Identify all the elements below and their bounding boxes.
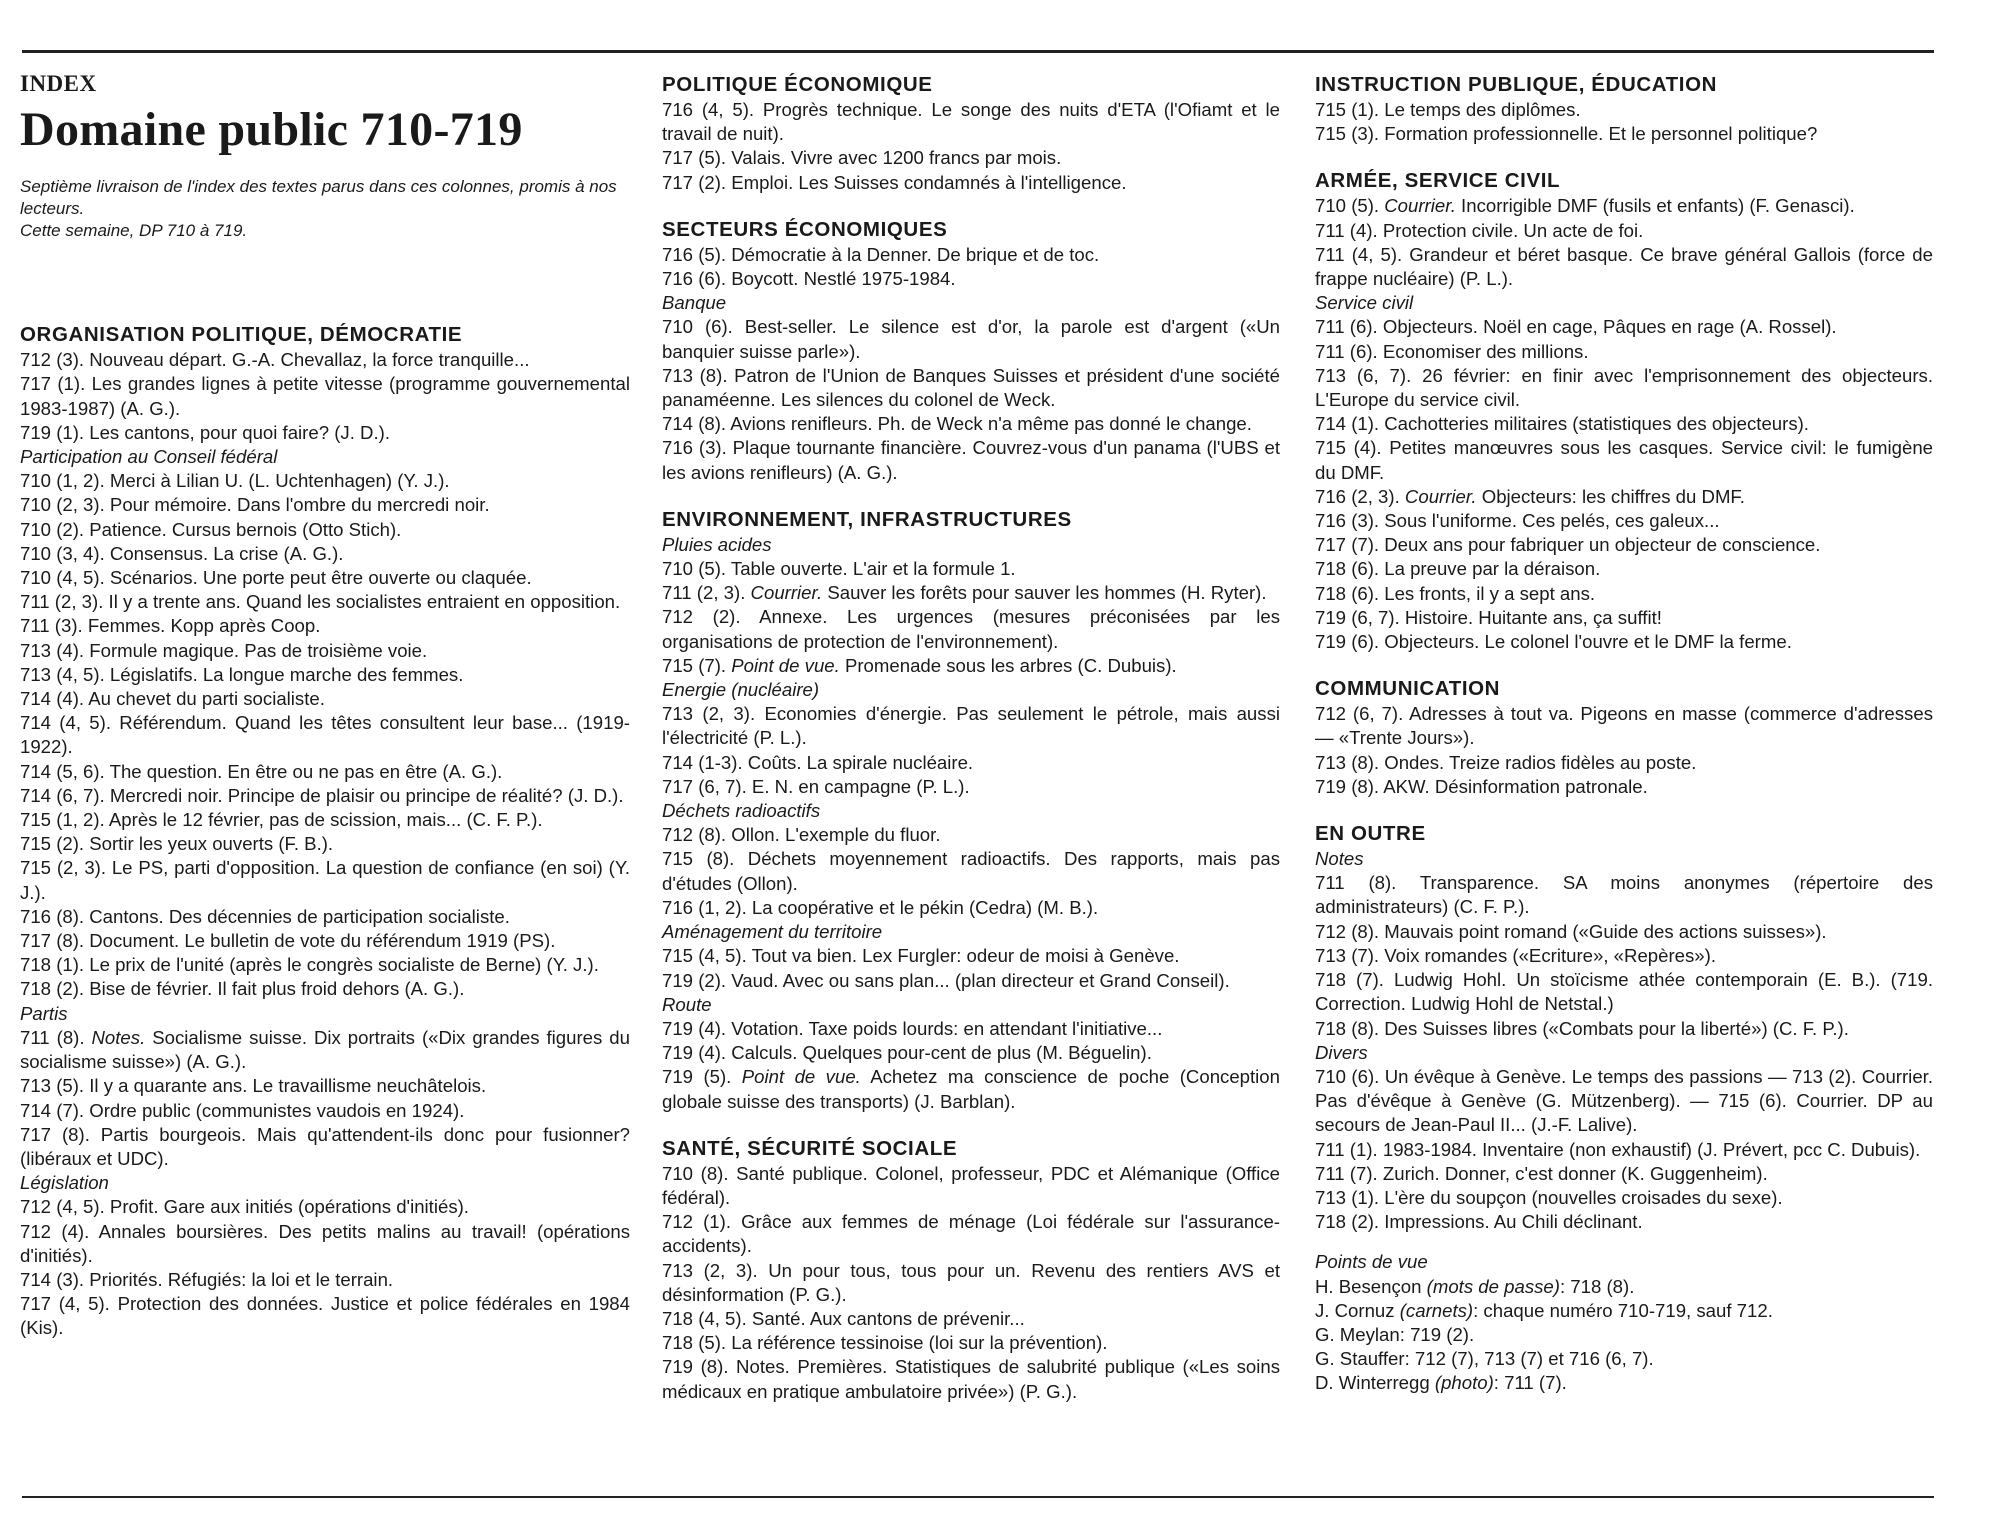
index-entry: 713 (4). Formule magique. Pas de troisième voie. <box>20 639 428 661</box>
index-entry: 717 (8). Partis bourgeois. Mais qu'attendent-ils donc pour fusionner? (libéraux et UDC). <box>20 1123 630 1169</box>
index-entry: 713 (5). Il y a quarante ans. Le travaillisme neuchâtelois. <box>20 1075 487 1097</box>
index-entry: 711 (8). Transparence. SA moins anonymes (répertoire des administrateurs) (C. F. P.). <box>1315 872 1933 918</box>
index-entry <box>662 654 1280 678</box>
index-entry: 710 (2). Patience. Cursus bernois (Otto Stich). <box>20 518 402 540</box>
index-entry <box>1315 485 1933 509</box>
index-entry: 716 (6). Boycott. Nestlé 1975-1984. <box>662 268 956 290</box>
column-1-sections <box>20 322 630 1340</box>
index-entry: 710 (6). Un évêque à Genève. Le temps des passions — 713 (2). Courrier. Pas d'évêque à Genève (G. Mützenberg). — 715 (6). Courrier. DP au secours de Jean-Paul II... (J.-F. Lalive). <box>1315 1065 1933 1136</box>
entry-italic: Courrier. <box>1404 485 1477 507</box>
index-entry: 712 (4). Annales boursières. Des petits malins au travail! (opérations d'initiés). <box>20 1220 630 1266</box>
index-entry: 710 (8). Santé publique. Colonel, professeur, PDC et Alémanique (Office fédéral). <box>662 1162 1280 1208</box>
section-heading: POLITIQUE ÉCONOMIQUE <box>662 73 933 96</box>
index-entry: 715 (4). Petites manœuvres sous les casques. Service civil: le fumigène du DMF. <box>1315 437 1933 483</box>
index-entry: 710 (5). Table ouverte. L'air et la formule 1. <box>662 558 1016 580</box>
entry-prefix: 711 (2, 3). <box>662 582 751 604</box>
subsection-heading: Déchets radioactifs <box>662 800 821 822</box>
index-entry: 713 (7). Voix romandes («Ecriture», «Repères»). <box>1315 944 1716 966</box>
section-heading: COMMUNICATION <box>1315 677 1501 701</box>
index-entry: 712 (8). Ollon. L'exemple du fluor. <box>662 824 941 846</box>
entry-italic: Courrier. <box>1384 195 1456 217</box>
entry-prefix: 715 (7). <box>662 654 732 676</box>
intro-line: Septième livraison de l'index des textes parus dans ces colonnes, promis à nos lecteurs. <box>20 177 617 219</box>
index-entry: 714 (1-3). Coûts. La spirale nucléaire. <box>662 751 974 773</box>
entry-italic: Point de vue. <box>741 1066 861 1088</box>
index-entry: 711 (4, 5). Grandeur et béret basque. Ce brave général Gallois (force de frappe nucléaire) (P. L.). <box>1315 243 1933 290</box>
entry-suffix: Achetez ma conscience de poche (Conception globale suisse des transports) (J. Barblan). <box>662 1066 1280 1112</box>
entry-italic: (carnets) <box>1399 1299 1474 1321</box>
index-entry: 716 (1, 2). La coopérative et le pékin (Cedra) (M. B.). <box>662 896 1099 918</box>
index-entry: 713 (2, 3). Economies d'énergie. Pas seulement le pétrole, mais aussi l'électricité (P. L.). <box>662 703 1280 749</box>
entry-suffix: : 711 (7). <box>1493 1372 1567 1394</box>
entry-suffix: Sauver les forêts pour sauver les hommes (H. Ryter). <box>822 582 1267 604</box>
index-entry: 712 (6, 7). Adresses à tout va. Pigeons en masse (commerce d'adresses — «Trente Jours»). <box>1315 703 1933 749</box>
section-heading: INSTRUCTION PUBLIQUE, ÉDUCATION <box>1315 73 1718 96</box>
index-section <box>662 72 1280 195</box>
index-entry: 716 (8). Cantons. Des décennies de participation socialiste. <box>20 905 510 927</box>
index-entry: 710 (1, 2). Merci à Lilian U. (L. Uchtenhagen) (Y. J.). <box>20 470 450 492</box>
index-entry: 711 (6). Objecteurs. Noël en cage, Pâques en rage (A. Rossel). <box>1315 316 1837 338</box>
entry-prefix: 711 (8). <box>20 1026 92 1048</box>
index-entry: 711 (7). Zurich. Donner, c'est donner (K. Guggenheim). <box>1315 1162 1768 1184</box>
index-section <box>20 322 630 1340</box>
bottom-rule <box>22 1496 1934 1498</box>
index-entry: 713 (8). Patron de l'Union de Banques Suisses et président d'une société panaméenne. Les silences du colonel de Weck. <box>662 364 1280 411</box>
index-entry: 719 (6). Objecteurs. Le colonel l'ouvre et le DMF la ferme. <box>1315 631 1792 653</box>
index-entry: 715 (1). Le temps des diplômes. <box>1315 99 1581 120</box>
index-entry: 715 (3). Formation professionnelle. Et le personnel politique? <box>1315 123 1818 145</box>
index-entry: 711 (1). 1983-1984. Inventaire (non exhaustif) (J. Prévert, pcc C. Dubuis). <box>1315 1138 1921 1160</box>
index-entry: 711 (6). Economiser des millions. <box>1315 340 1589 362</box>
index-entry: 719 (1). Les cantons, pour quoi faire? (J. D.). <box>20 421 390 443</box>
index-entry: G. Meylan: 719 (2). <box>1315 1323 1475 1345</box>
index-entry: 713 (1). L'ère du soupçon (nouvelles croisades du sexe). <box>1315 1186 1783 1208</box>
entry-italic: Point de vue. <box>731 654 840 676</box>
points-de-vue-heading: Points de vue <box>1315 1251 1428 1273</box>
subsection-heading: Service civil <box>1315 292 1414 314</box>
index-entry: 718 (5). La référence tessinoise (loi sur la prévention). <box>662 1332 1108 1354</box>
subsection-heading: Législation <box>20 1172 109 1194</box>
index-entry: 717 (1). Les grandes lignes à petite vitesse (programme gouvernemental 1983-1987) (A. G.). <box>20 373 630 419</box>
index-entry: 717 (2). Emploi. Les Suisses condamnés à l'intelligence. <box>662 171 1127 193</box>
index-section <box>1315 821 1933 1395</box>
index-entry: 714 (5, 6). The question. En être ou ne pas en être (A. G.). <box>20 760 503 782</box>
section-heading: ARMÉE, SERVICE CIVIL <box>1315 169 1561 193</box>
index-section <box>662 507 1280 1114</box>
section-heading: EN OUTRE <box>1315 822 1426 846</box>
index-entry <box>662 581 1280 605</box>
index-entry: 715 (1, 2). Après le 12 février, pas de scission, mais... (C. F. P.). <box>20 809 543 831</box>
index-entry: 712 (2). Annexe. Les urgences (mesures préconisées par les organisations de protection de l'environnement). <box>662 606 1280 652</box>
index-entry: 718 (1). Le prix de l'unité (après le congrès socialiste de Berne) (Y. J.). <box>20 954 599 976</box>
index-section <box>1315 168 1933 654</box>
index-entry: 712 (8). Mauvais point romand («Guide des actions suisses»). <box>1315 920 1827 942</box>
index-entry <box>662 1065 1280 1113</box>
index-entry: 717 (6, 7). E. N. en campagne (P. L.). <box>662 775 970 797</box>
index-entry: 713 (6, 7). 26 février: en finir avec l'emprisonnement des objecteurs. L'Europe du service civil. <box>1315 364 1933 411</box>
index-entry: 719 (2). Vaud. Avec ou sans plan... (plan directeur et Grand Conseil). <box>662 969 1230 991</box>
page-title: Domaine public 710-719 <box>20 103 523 157</box>
entry-prefix: 719 (5). <box>662 1066 742 1088</box>
index-entry: 711 (3). Femmes. Kopp après Coop. <box>20 615 321 637</box>
index-entry: 719 (4). Calculs. Quelques pour-cent de plus (M. Béguelin). <box>662 1042 1152 1064</box>
subsection-heading: Route <box>662 993 712 1015</box>
index-entry: 712 (1). Grâce aux femmes de ménage (Loi fédérale sur l'assurance-accidents). <box>662 1211 1280 1257</box>
entry-suffix: Objecteurs: les chiffres du DMF. <box>1476 485 1745 507</box>
index-section <box>662 1136 1280 1404</box>
entry-italic: Notes. <box>91 1026 146 1048</box>
index-entry: 712 (4, 5). Profit. Gare aux initiés (opérations d'initiés). <box>20 1196 469 1218</box>
subsection-heading: Participation au Conseil fédéral <box>20 446 278 468</box>
section-heading: ENVIRONNEMENT, INFRASTRUCTURES <box>662 507 1072 531</box>
subsection-heading: Energie (nucléaire) <box>662 679 820 701</box>
column-3-sections <box>1315 72 1933 1396</box>
index-entry: 719 (8). AKW. Désinformation patronale. <box>1315 775 1648 797</box>
intro <box>20 176 630 242</box>
index-entry <box>1315 194 1933 218</box>
intro-line: Cette semaine, DP 710 à 719. <box>20 221 248 241</box>
index-entry: 714 (6, 7). Mercredi noir. Principe de plaisir ou principe de réalité? (J. D.). <box>20 784 624 806</box>
index-entry: 717 (7). Deux ans pour fabriquer un objecteur de conscience. <box>1315 534 1821 556</box>
index-entry <box>1315 1275 1933 1299</box>
index-entry: 717 (5). Valais. Vivre avec 1200 francs par mois. <box>662 147 1062 169</box>
entry-suffix: : chaque numéro 710-719, sauf 712. <box>1473 1299 1773 1321</box>
index-entry: 716 (3). Plaque tournante financière. Couvrez-vous d'un panama (l'UBS et les avions renifleurs) (A. G.). <box>662 437 1280 483</box>
column-1 <box>20 72 630 1363</box>
subsection-heading: Banque <box>662 292 727 314</box>
index-entry: 711 (2, 3). Il y a trente ans. Quand les socialistes entraient en opposition. <box>20 591 621 613</box>
index-entry: 717 (4, 5). Protection des données. Justice et police fédérales en 1984 (Kis). <box>20 1293 630 1339</box>
index-entry: 716 (3). Sous l'uniforme. Ces pelés, ces galeux... <box>1315 510 1720 532</box>
index-entry: 714 (1). Cachotteries militaires (statistiques des objecteurs). <box>1315 413 1809 435</box>
subsection-heading: Aménagement du territoire <box>662 921 883 943</box>
index-entry: 718 (6). Les fronts, il y a sept ans. <box>1315 582 1596 604</box>
index-entry: 715 (8). Déchets moyennement radioactifs. Des rapports, mais pas d'études (Ollon). <box>662 848 1280 894</box>
index-entry <box>1315 1299 1933 1323</box>
column-2-sections <box>662 72 1280 1404</box>
subsection-heading: Notes <box>1315 848 1364 870</box>
index-section <box>1315 676 1933 799</box>
section-heading: SANTÉ, SÉCURITÉ SOCIALE <box>662 1136 958 1160</box>
entry-suffix: Promenade sous les arbres (C. Dubuis). <box>839 654 1177 676</box>
index-entry: 713 (2, 3). Un pour tous, tous pour un. Revenu des rentiers AVS et désinformation (P. G.). <box>662 1259 1280 1305</box>
index-entry: 718 (2). Impressions. Au Chili déclinant. <box>1315 1211 1643 1233</box>
section-heading: SECTEURS ÉCONOMIQUES <box>662 217 948 241</box>
index-entry: 718 (8). Des Suisses libres («Combats pour la liberté») (C. F. P.). <box>1315 1017 1849 1039</box>
index-entry: 718 (6). La preuve par la déraison. <box>1315 558 1601 580</box>
top-rule <box>22 50 1934 53</box>
entry-prefix: 716 (2, 3). <box>1315 485 1405 507</box>
index-entry: 714 (4, 5). Référendum. Quand les têtes consultent leur base... (1919-1922). <box>20 712 630 758</box>
index-entry: 719 (4). Votation. Taxe poids lourds: en attendant l'initiative... <box>662 1017 1163 1039</box>
index-entry: 710 (6). Best-seller. Le silence est d'or, la parole est d'argent («Un banquier suisse parle»). <box>662 316 1280 362</box>
index-entry <box>20 1026 630 1074</box>
index-entry: 718 (4, 5). Santé. Aux cantons de prévenir... <box>662 1307 1025 1329</box>
entry-italic: Courrier. <box>750 582 823 604</box>
index-entry: 715 (2, 3). Le PS, parti d'opposition. La question de confiance (en soi) (Y. J.). <box>20 857 630 903</box>
index-entry: 712 (3). Nouveau départ. G.-A. Chevallaz, la force tranquille... <box>20 349 530 371</box>
index-section <box>1315 72 1933 146</box>
entry-suffix: Incorrigible DMF (fusils et enfants) (F. Genasci). <box>1455 195 1855 217</box>
entry-prefix: 710 (5). <box>1315 195 1385 217</box>
subsection-heading: Divers <box>1315 1041 1368 1063</box>
index-entry: 716 (4, 5). Progrès technique. Le songe des nuits d'ETA (l'Ofiamt et le travail de nuit). <box>662 99 1280 145</box>
index-entry: 713 (4, 5). Législatifs. La longue marche des femmes. <box>20 663 464 685</box>
index-entry: 714 (4). Au chevet du parti socialiste. <box>20 688 325 710</box>
index-entry: 716 (5). Démocratie à la Denner. De brique et de toc. <box>662 243 1100 265</box>
index-entry: G. Stauffer: 712 (7), 713 (7) et 716 (6, 7). <box>1315 1348 1654 1370</box>
index-section <box>662 217 1280 485</box>
column-3 <box>1315 72 1933 1418</box>
entry-prefix: J. Cornuz <box>1315 1299 1400 1321</box>
index-entry: 714 (7). Ordre public (communistes vaudois en 1924). <box>20 1099 465 1121</box>
entry-prefix: H. Besençon <box>1315 1275 1427 1297</box>
index-kicker: INDEX <box>20 71 97 96</box>
entry-suffix: Socialisme suisse. Dix portraits («Dix grandes figures du socialisme suisse») (A. G.). <box>20 1026 630 1073</box>
index-entry: 710 (4, 5). Scénarios. Une porte peut être ouverte ou claquée. <box>20 567 532 589</box>
index-entry: 715 (2). Sortir les yeux ouverts (F. B.). <box>20 833 334 855</box>
index-entry: 714 (8). Avions renifleurs. Ph. de Weck n'a même pas donné le change. <box>662 413 1252 435</box>
section-heading: ORGANISATION POLITIQUE, DÉMOCRATIE <box>20 323 463 347</box>
entry-prefix: D. Winterregg <box>1315 1372 1435 1394</box>
subsection-heading: Partis <box>20 1002 68 1024</box>
subsection-heading: Pluies acides <box>662 533 772 555</box>
index-entry <box>1315 1371 1933 1395</box>
index-entry: 715 (4, 5). Tout va bien. Lex Furgler: odeur de moisi à Genève. <box>662 945 1180 967</box>
entry-suffix: : 718 (8). <box>1559 1275 1635 1297</box>
index-entry: 710 (3, 4). Consensus. La crise (A. G.). <box>20 542 344 564</box>
index-entry: 710 (2, 3). Pour mémoire. Dans l'ombre du mercredi noir. <box>20 494 490 516</box>
index-entry: 711 (4). Protection civile. Un acte de foi. <box>1315 219 1644 241</box>
index-entry: 718 (2). Bise de février. Il fait plus froid dehors (A. G.). <box>20 978 465 1000</box>
index-entry: 713 (8). Ondes. Treize radios fidèles au poste. <box>1315 751 1697 773</box>
index-entry: 717 (8). Document. Le bulletin de vote du référendum 1919 (PS). <box>20 930 556 952</box>
index-entry: 714 (3). Priorités. Réfugiés: la loi et le terrain. <box>20 1268 394 1290</box>
entry-italic: (mots de passe) <box>1426 1275 1560 1297</box>
column-2 <box>662 72 1280 1426</box>
index-entry: 718 (7). Ludwig Hohl. Un stoïcisme athée contemporain (E. B.). (719. Correction. Ludwig Hohl de Netstal.) <box>1315 969 1933 1015</box>
entry-italic: (photo) <box>1434 1372 1494 1394</box>
index-entry: 719 (6, 7). Histoire. Huitante ans, ça suffit! <box>1315 606 1662 628</box>
index-entry: 719 (8). Notes. Premières. Statistiques de salubrité publique («Les soins médicaux en pratique ambulatoire privée») (P. G.). <box>662 1356 1280 1402</box>
